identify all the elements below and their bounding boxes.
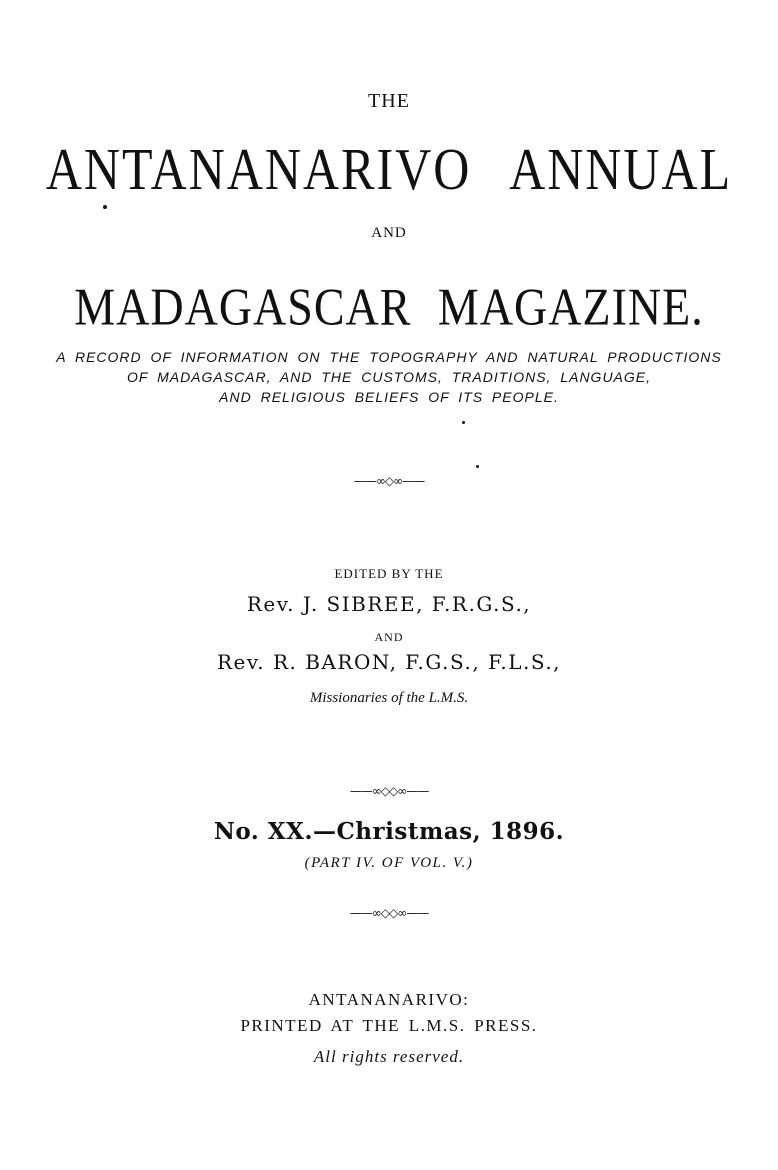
ornament-divider: ——∞◇◇∞—— <box>349 906 429 920</box>
title-the: THE <box>368 90 410 112</box>
description-line-2: OF MADAGASCAR, AND THE CUSTOMS, TRADITIONS, LANGUAGE, <box>126 369 652 385</box>
ornament-divider: ——∞◇◇∞—— <box>349 784 429 798</box>
part-volume: (PART IV. OF VOL. V.) <box>304 855 474 871</box>
editor-baron: Rev. R. BARON, F.G.S., F.L.S., <box>216 650 562 674</box>
issue-number: No. XX.—Christmas, 1896. <box>213 818 565 845</box>
missionaries-note: Missionaries of the L.M.S. <box>309 690 469 706</box>
ornament-divider: ——∞◇∞—— <box>353 474 425 488</box>
main-title: ANTANANARIVO ANNUAL <box>45 135 733 203</box>
sub-title: MADAGASCAR MAGAZINE. <box>74 277 704 336</box>
print-speck <box>103 205 107 209</box>
edited-by: EDITED BY THE <box>334 566 444 581</box>
editors-and: AND <box>374 630 404 644</box>
print-speck <box>462 421 465 424</box>
print-speck <box>476 465 479 468</box>
editor-sibree: Rev. J. SIBREE, F.R.G.S., <box>246 592 532 616</box>
printer-line: PRINTED AT THE L.M.S. PRESS. <box>240 1016 538 1035</box>
title-and: AND <box>371 225 407 241</box>
publication-city: ANTANANARIVO: <box>308 990 470 1009</box>
description-line-3: AND RELIGIOUS BELIEFS OF ITS PEOPLE. <box>219 389 559 405</box>
description-line-1: A RECORD OF INFORMATION ON THE TOPOGRAPHY AND NATURAL PRODUCTIONS <box>56 349 722 365</box>
rights-notice: All rights reserved. <box>313 1047 465 1066</box>
